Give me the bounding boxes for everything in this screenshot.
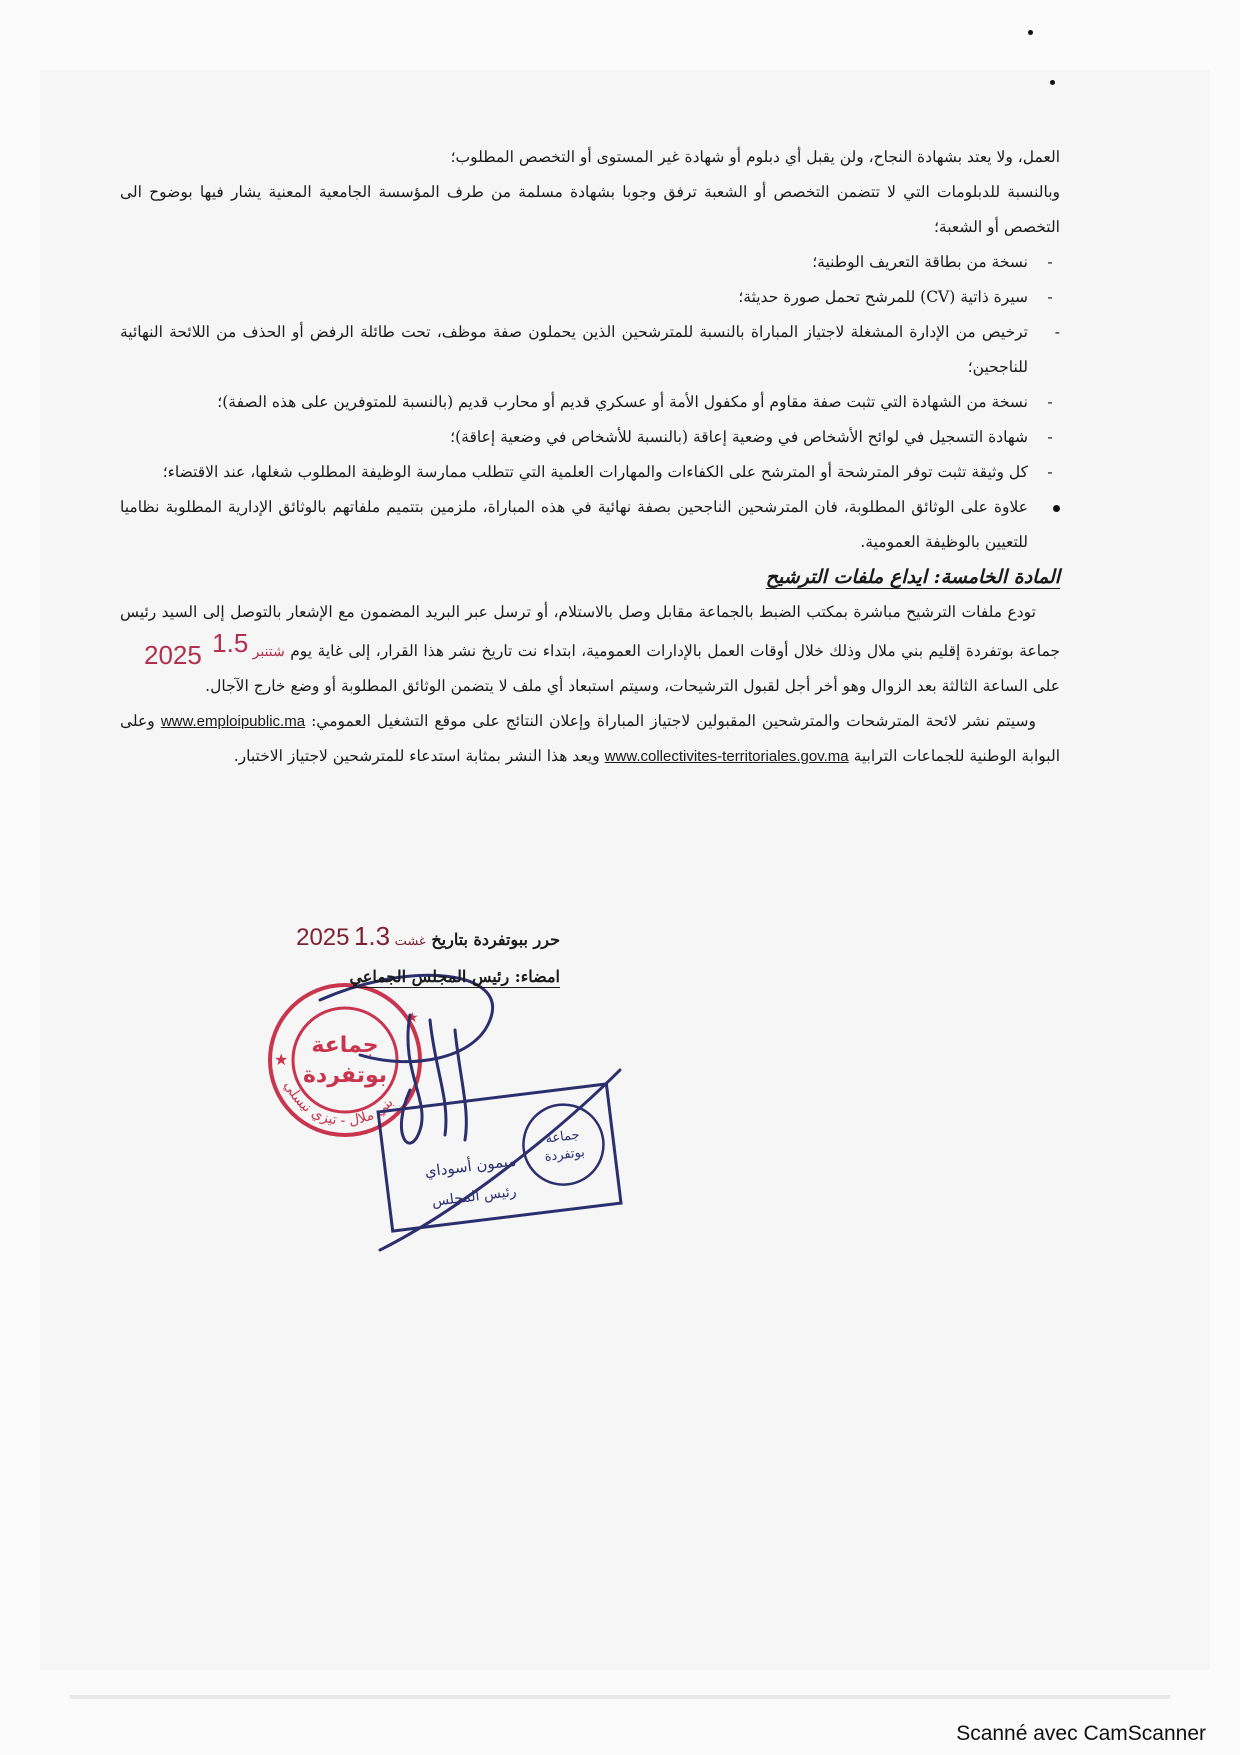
blue-stamp-icon bbox=[378, 1084, 621, 1231]
list-item bbox=[120, 315, 1060, 385]
intro-line: العمل، ولا يعتد بشهادة النجاح، ولن يقبل أي دبلوم أو شهادة غير المستوى أو التخصص المطلوب؛ bbox=[450, 148, 1060, 166]
list-marker: - bbox=[1047, 288, 1053, 306]
list-item-text: كل وثيقة تثبت توفر المترشحة أو المترشح على الكفاءات والمهارات العلمية التي تتطلب ممارسة الوظيفة المطلوب شغلها، عند الاقتضاء؛ bbox=[162, 463, 1028, 481]
list-item-text: ترخيص من الإدارة المشغلة لاجتياز المباراة بالنسبة للمترشحين الذين يحملون صفة موظف، تحت طائلة الرفض أو الحذف من اللائحة النهائية للناجحين؛ bbox=[120, 323, 1028, 376]
list-item bbox=[120, 280, 1060, 315]
deposit-paragraph bbox=[120, 595, 1060, 704]
deposit-text-1: تودع ملفات الترشيح مباشرة بمكتب الضبط بالجماعة مقابل وصل بالاستلام، أو ترسل عبر البريد المضمون مع الإشعار بالتوصل إلى السيد رئيس جماعة بوتفردة إقليم بني ملال وذلك خلال أوقات العمل بالإدارات العمومية، ابتداء نت تاريخ نشر هذا القرار، إلى غاية يوم bbox=[120, 603, 1060, 660]
handwritten-month: غشت bbox=[394, 933, 426, 948]
list-item-text: نسخة من بطاقة التعريف الوطنية؛ bbox=[812, 253, 1028, 271]
star-icon: ★ bbox=[274, 1050, 289, 1069]
handwritten-signing-date bbox=[296, 918, 426, 959]
list-item-text: نسخة من الشهادة التي تثبت صفة مقاوم أو مكفول الأمة أو عسكري قديم أو محارب قديم (بالنسبة للمتوفرين على هذه الصفة)؛ bbox=[217, 393, 1028, 411]
handwritten-year: 2025 bbox=[296, 924, 350, 951]
bullet-item bbox=[120, 490, 1060, 560]
intro-line: وبالنسبة للدبلومات التي لا تتضمن التخصص أو الشعبة ترفق وجوبا بشهادة مسلمة من طرف المؤسسة الجامعية المعنية يشار فيها بوضوح الى التخصص أو الشعبة؛ bbox=[120, 183, 1060, 236]
signature-date-line bbox=[220, 918, 560, 959]
stamp-name: ميمون أسوداي bbox=[423, 1151, 518, 1181]
list-item bbox=[120, 385, 1060, 420]
red-seal-ring-text: بني ملال - تيزي نيسلي bbox=[280, 1078, 397, 1130]
red-seal-line: بوتفردة bbox=[302, 1063, 388, 1088]
document-body bbox=[120, 140, 1060, 774]
handwritten-deadline bbox=[120, 630, 285, 669]
publish-text-2: وعلى البوابة الوطنية للجماعات الترابية bbox=[120, 712, 1060, 765]
small-seal-line: جماعة bbox=[544, 1127, 581, 1147]
deposit-text-2: على الساعة الثالثة بعد الزوال وهو أخر أجل لقبول الترشيحات، وسيتم استبعاد أي ملف لا يتضمن الوثائق المطلوبة أو وضع خارج الآجال. bbox=[205, 677, 1060, 695]
stamp-title: رئيس المجلس bbox=[431, 1183, 518, 1210]
article-heading: المادة الخامسة: ايداع ملفات الترشيح bbox=[765, 566, 1060, 588]
publish-paragraph bbox=[120, 704, 1060, 774]
seals-and-signature bbox=[260, 960, 700, 1260]
handwritten-month: شتنبر bbox=[252, 643, 285, 659]
publish-text-1: وسيتم نشر لائحة المترشحات والمترشحين المقبولين لاجتياز المباراة وإعلان النتائج على موقع التشغيل العمومي: bbox=[311, 712, 1036, 730]
collectivites-link[interactable]: www.collectivites-territoriales.gov.ma bbox=[604, 748, 849, 765]
list-marker: - bbox=[1047, 428, 1053, 446]
signed-by: امضاء: رئيس المجلس الجماعي bbox=[349, 967, 560, 986]
publish-text-3: ويعد هذا النشر بمثابة استدعاء للمترشحين لاجتياز الاختبار. bbox=[233, 747, 600, 765]
list-marker: - bbox=[1047, 463, 1053, 481]
list-item bbox=[120, 420, 1060, 455]
list-item-text: شهادة التسجيل في لوائح الأشخاص في وضعية إعاقة (بالنسبة للأشخاص في وضعية إعاقة)؛ bbox=[450, 428, 1028, 446]
signature-block bbox=[220, 918, 560, 995]
list-marker: - bbox=[1047, 393, 1053, 411]
handwritten-day: 1.3 bbox=[353, 921, 391, 951]
star-icon: ★ bbox=[406, 1010, 419, 1026]
signature-date-label: حرر ببوتفردة بتاريخ bbox=[431, 930, 560, 949]
list-item bbox=[120, 455, 1060, 490]
list-marker: - bbox=[1047, 253, 1053, 271]
bullet-dot-icon bbox=[1040, 490, 1060, 525]
emploipublic-link[interactable]: www.emploipublic.ma bbox=[160, 713, 306, 730]
scan-speck bbox=[1028, 30, 1033, 35]
handwritten-day: 1.5 bbox=[212, 628, 249, 658]
list-item bbox=[120, 245, 1060, 280]
camscanner-watermark: Scanné avec CamScanner bbox=[956, 1722, 1206, 1745]
scan-edge bbox=[70, 1695, 1170, 1699]
handwritten-year: 2025 bbox=[144, 640, 202, 670]
bullet-item-text: علاوة على الوثائق المطلوبة، فان المترشحين الناجحين بصفة نهائية في هذه المباراة، ملزمين بتتميم ملفاتهم بالوثائق الإدارية المطلوبة نظاميا للتعيين بالوظيفة العمومية. bbox=[120, 498, 1028, 551]
list-marker: - bbox=[1054, 323, 1060, 341]
list-item-text: سيرة ذاتية (CV) للمرشح تحمل صورة حديثة؛ bbox=[738, 288, 1028, 306]
scan-speck bbox=[1050, 80, 1055, 85]
small-seal-line: بوتفردة bbox=[543, 1145, 586, 1165]
red-seal-line: جماعة bbox=[311, 1033, 379, 1058]
